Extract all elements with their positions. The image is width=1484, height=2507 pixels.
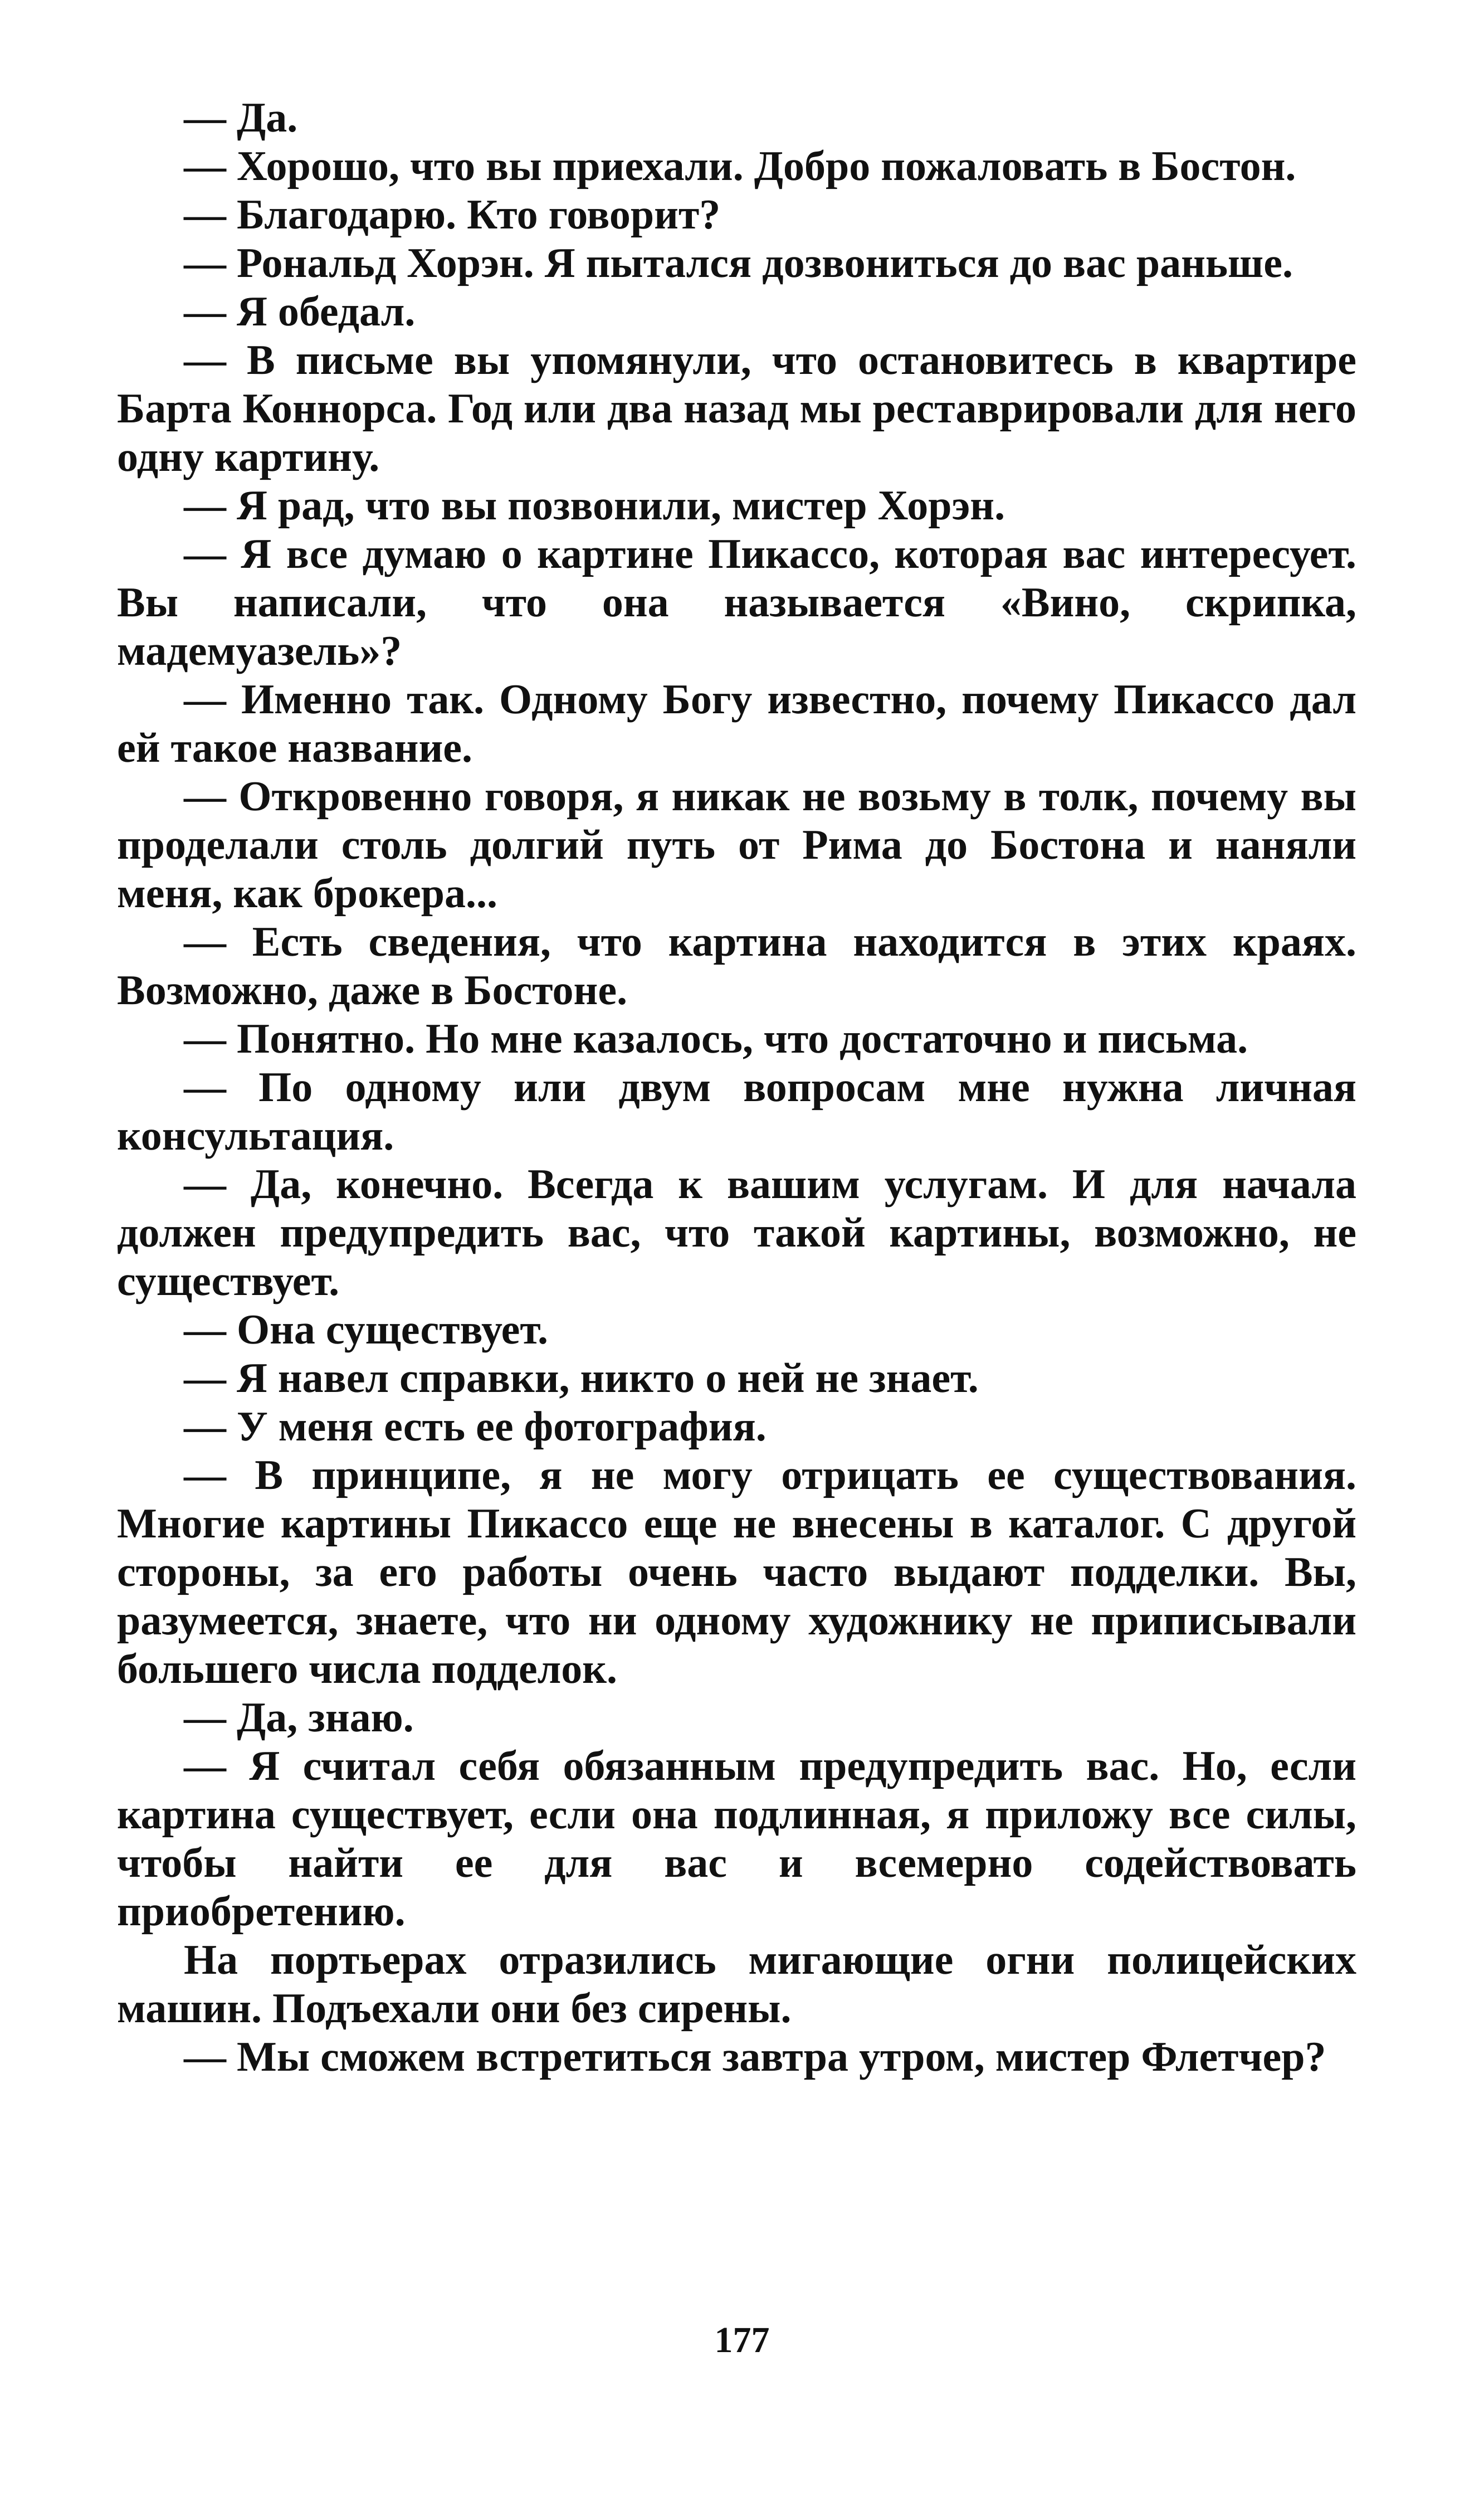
paragraph: — В письме вы упомянули, что остановитесь в квартире Барта Коннорса. Год или два назад мы реставрировали для него одну картину. [117, 337, 1356, 480]
paragraph: — Да. [184, 94, 298, 141]
paragraph: — Есть сведения, что картина находится в этих краях. Возможно, даже в Бостоне. [117, 918, 1356, 1014]
paragraph: — Я считал себя обязанным предупредить вас. Но, если картина существует, если она подлинная, я приложу все силы, чтобы найти ее для вас и всемерно содействовать приобретению. [117, 1742, 1356, 1935]
page-number: 177 [714, 2320, 770, 2360]
paragraph: — Да, конечно. Всегда к вашим услугам. И для начала должен предупредить вас, что такой картины, возможно, не существует. [117, 1161, 1356, 1304]
paragraph: — Я навел справки, никто о ней не знает. [184, 1355, 979, 1401]
paragraph: — Рональд Хорэн. Я пытался дозвониться до вас раньше. [184, 240, 1293, 286]
paragraph: — Именно так. Одному Богу известно, почему Пикассо дал ей такое название. [117, 676, 1356, 771]
paragraph: — Я обедал. [184, 288, 416, 335]
paragraph: — Я все думаю о картине Пикассо, которая вас интересует. Вы написали, что она называется «Вино, скрипка, мадемуазель»? [117, 530, 1356, 674]
paragraph: — Хорошо, что вы приехали. Добро пожаловать в Бостон. [184, 143, 1296, 189]
paragraph: На портьерах отразились мигающие огни полицейских машин. Подъехали они без сирены. [117, 1936, 1356, 2032]
paragraph: — Откровенно говоря, я никак не возьму в толк, почему вы проделали столь долгий путь от Рима до Бостона и наняли меня, как брокера... [117, 773, 1356, 917]
paragraph: — Я рад, что вы позвонили, мистер Хорэн. [184, 482, 1005, 529]
paragraph: — Понятно. Но мне казалось, что достаточно и письма. [184, 1015, 1248, 1062]
paragraph: — У меня есть ее фотография. [184, 1403, 767, 1450]
paragraph: — В принципе, я не могу отрицать ее существования. Многие картины Пикассо еще не внесены в каталог. С другой стороны, за его работы очень часто выдают подделки. Вы, разумеется, знаете, что ни одному художнику не приписывали большего числа подделок. [117, 1452, 1356, 1692]
paragraph: — Мы сможем встретиться завтра утром, мистер Флетчер? [184, 2033, 1326, 2080]
paragraph: — Благодарю. Кто говорит? [184, 191, 721, 238]
paragraph: — Она существует. [184, 1306, 548, 1353]
body-text [117, 94, 1356, 2081]
paragraph: — По одному или двум вопросам мне нужна личная консультация. [117, 1064, 1356, 1159]
paragraph: — Да, знаю. [184, 1694, 414, 1741]
